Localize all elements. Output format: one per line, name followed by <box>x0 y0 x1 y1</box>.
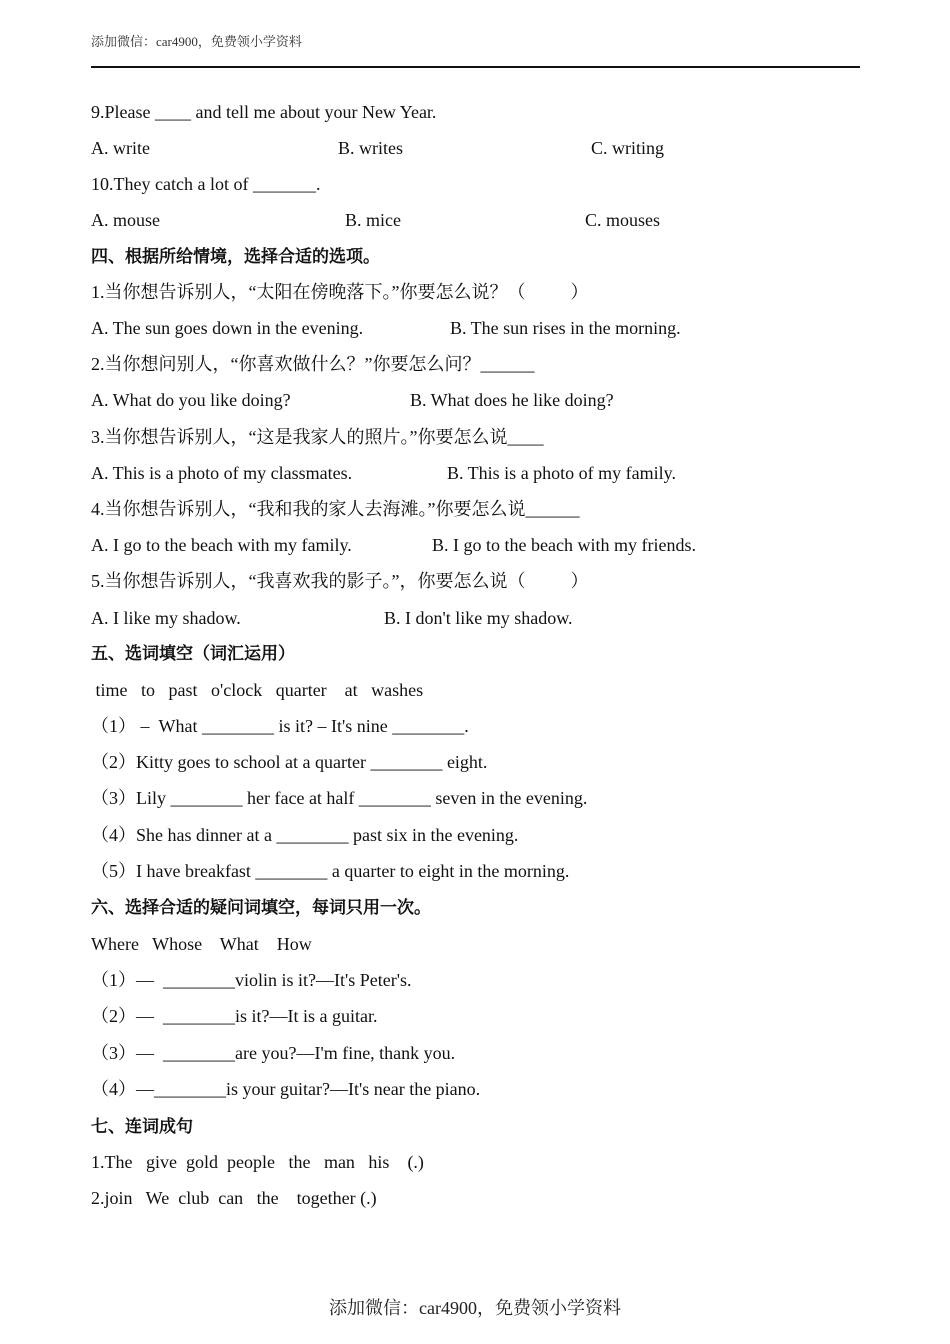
s5-item-4: （4）She has dinner at a ________ past six in the evening. <box>91 825 519 845</box>
s4-question-4: 4.当你想告诉别人，“我和我的家人去海滩。”你要怎么说______ <box>91 499 580 519</box>
page-header: 添加微信：car4900，免费领小学资料 <box>91 34 302 49</box>
s4-q3-option-a: A. This is a photo of my classmates. <box>91 463 353 483</box>
question-9: 9.Please ____ and tell me about your New Year. <box>91 102 437 122</box>
s6-item-2: （2）— ________is it?—It is a guitar. <box>91 1006 378 1026</box>
section-6-title: 六、选择合适的疑问词填空，每词只用一次。 <box>91 898 431 918</box>
page-footer: 添加微信：car4900，免费领小学资料 <box>329 1298 621 1318</box>
s5-item-5: （5）I have breakfast ________ a quarter to eight in the morning. <box>91 861 570 881</box>
section-7-title: 七、连词成句 <box>91 1117 193 1137</box>
s4-q5-option-a: A. I like my shadow. <box>91 608 241 628</box>
question-10: 10.They catch a lot of _______. <box>91 174 321 194</box>
s6-item-4: （4）—________is your guitar?—It's near the piano. <box>91 1079 481 1099</box>
q9-option-c: C. writing <box>591 138 665 158</box>
s4-q5-option-b: B. I don't like my shadow. <box>384 608 573 628</box>
q10-option-c: C. mouses <box>585 210 661 230</box>
s4-q4-option-b: B. I go to the beach with my friends. <box>432 535 696 555</box>
q10-option-a: A. mouse <box>91 210 160 230</box>
q10-option-b: B. mice <box>345 210 401 230</box>
s7-item-2: 2.join We club can the together (.) <box>91 1188 377 1208</box>
s5-item-2: （2）Kitty goes to school at a quarter ________ eight. <box>91 752 488 772</box>
s5-item-3: （3）Lily ________ her face at half ________ seven in the evening. <box>91 788 588 808</box>
s4-q2-option-b: B. What does he like doing? <box>410 390 614 410</box>
s4-q3-option-b: B. This is a photo of my family. <box>447 463 676 483</box>
s6-item-1: （1）— ________violin is it?—It's Peter's. <box>91 970 412 990</box>
s5-word-bank: time to past o'clock quarter at washes <box>91 680 424 700</box>
s5-item-1: （1） – What ________ is it? – It's nine ________. <box>91 716 469 736</box>
s4-q1-option-b: B. The sun rises in the morning. <box>450 318 681 338</box>
s6-item-3: （3）— ________are you?—I'm fine, thank you. <box>91 1043 456 1063</box>
section-5-title: 五、选词填空（词汇运用） <box>91 644 295 664</box>
s4-question-5: 5.当你想告诉别人，“我喜欢我的影子。”，你要怎么说（ ） <box>91 571 589 591</box>
header-divider <box>91 66 860 68</box>
s4-q4-option-a: A. I go to the beach with my family. <box>91 535 352 555</box>
s7-item-1: 1.The give gold people the man his (.) <box>91 1152 424 1172</box>
s4-q2-option-a: A. What do you like doing? <box>91 390 291 410</box>
s6-word-bank: Where Whose What How <box>91 934 312 954</box>
s4-q1-option-a: A. The sun goes down in the evening. <box>91 318 364 338</box>
s4-question-2: 2.当你想问别人，“你喜欢做什么？”你要怎么问？______ <box>91 354 535 374</box>
q9-option-b: B. writes <box>338 138 403 158</box>
s4-question-3: 3.当你想告诉别人，“这是我家人的照片。”你要怎么说____ <box>91 427 544 447</box>
s4-question-1: 1.当你想告诉别人，“太阳在傍晚落下。”你要怎么说？（ ） <box>91 282 589 302</box>
section-4-title: 四、根据所给情境，选择合适的选项。 <box>91 247 380 267</box>
q9-option-a: A. write <box>91 138 150 158</box>
